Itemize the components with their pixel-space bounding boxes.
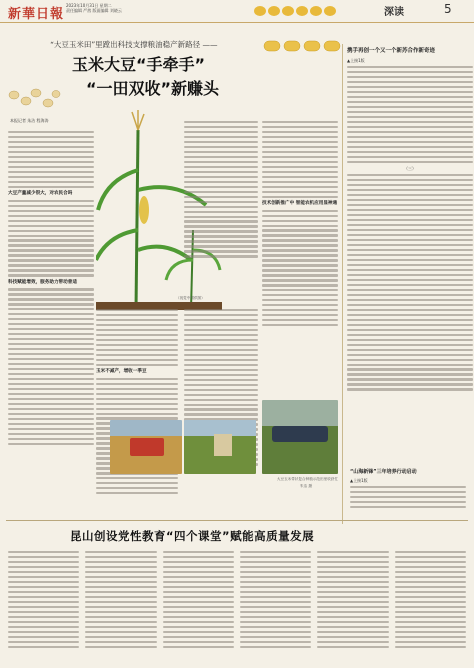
corn-kernel-decoration-icon (250, 3, 350, 19)
edition-editors: 责任编辑 严茜 版面编辑 刘晓云 (66, 8, 122, 13)
sidebar-bottom-title: “山海新锋”三年培养行动启动 (350, 469, 417, 475)
newspaper-logo: 新華日報 (8, 7, 65, 22)
edition-info (66, 3, 122, 13)
photo-caption-2: 玉米不减产，增收一季豆 (96, 368, 147, 374)
bottom-article-headline: 昆山创设党性教育“四个课堂”赋能高质量发展 (70, 529, 315, 543)
article-column-4 (262, 118, 338, 398)
sidebar-title: 携手再创一个又一个新苏合作新奇迹 (347, 48, 436, 54)
farmers-group-photo (262, 400, 338, 474)
section-label: 深读 (384, 7, 404, 18)
photo-credit: 朱洁 摄 (300, 484, 312, 488)
section-divider (6, 520, 468, 521)
sidebar-article (342, 44, 473, 524)
soybean-field-photo (184, 420, 256, 474)
photo-caption-3: 大豆玉米带状复合种植示范田里收获忙 (276, 477, 338, 481)
sidebar-section-mark: （三） (404, 165, 416, 171)
article-column-1 (8, 128, 94, 516)
byline: 本报记者 朱洁 程海涛 (10, 118, 49, 123)
article-column-3 (184, 306, 258, 516)
subhead-3: 技术创新推广中 智能农机应用显神通 (262, 200, 338, 206)
sidebar-bottom-body (350, 478, 466, 518)
page-number: 5 (444, 2, 452, 16)
article-column-2-bottom (96, 306, 178, 516)
bottom-article-body (8, 548, 466, 664)
subhead-1: 大豆产量减少很大，对农民合吗 (8, 190, 73, 196)
article-column-2-top (184, 118, 258, 288)
sidebar-lead: ▲上接1版 (347, 58, 365, 63)
masthead (0, 0, 474, 23)
article-headline-line1: 玉米大豆“手牵手” (72, 55, 206, 74)
corn-cob-row-icon (262, 38, 342, 54)
edition-date: 2023年10月31日 星期二 (66, 3, 112, 8)
article-headline-line2: “一田双收”新赚头 (86, 79, 220, 98)
sidebar-bottom-lead: ▲上接1版 (350, 478, 368, 483)
photo-caption-1: （视觉中国供图） (176, 296, 205, 300)
article-kicker: “大豆玉米田”里蹚出科技支撑粮油稳产新路径 —— (50, 40, 218, 49)
soybean-decoration-icon (6, 85, 61, 113)
harvest-field-photo (110, 420, 182, 474)
subhead-2: 科技赋能增效，服务助力带动普适 (8, 279, 77, 285)
